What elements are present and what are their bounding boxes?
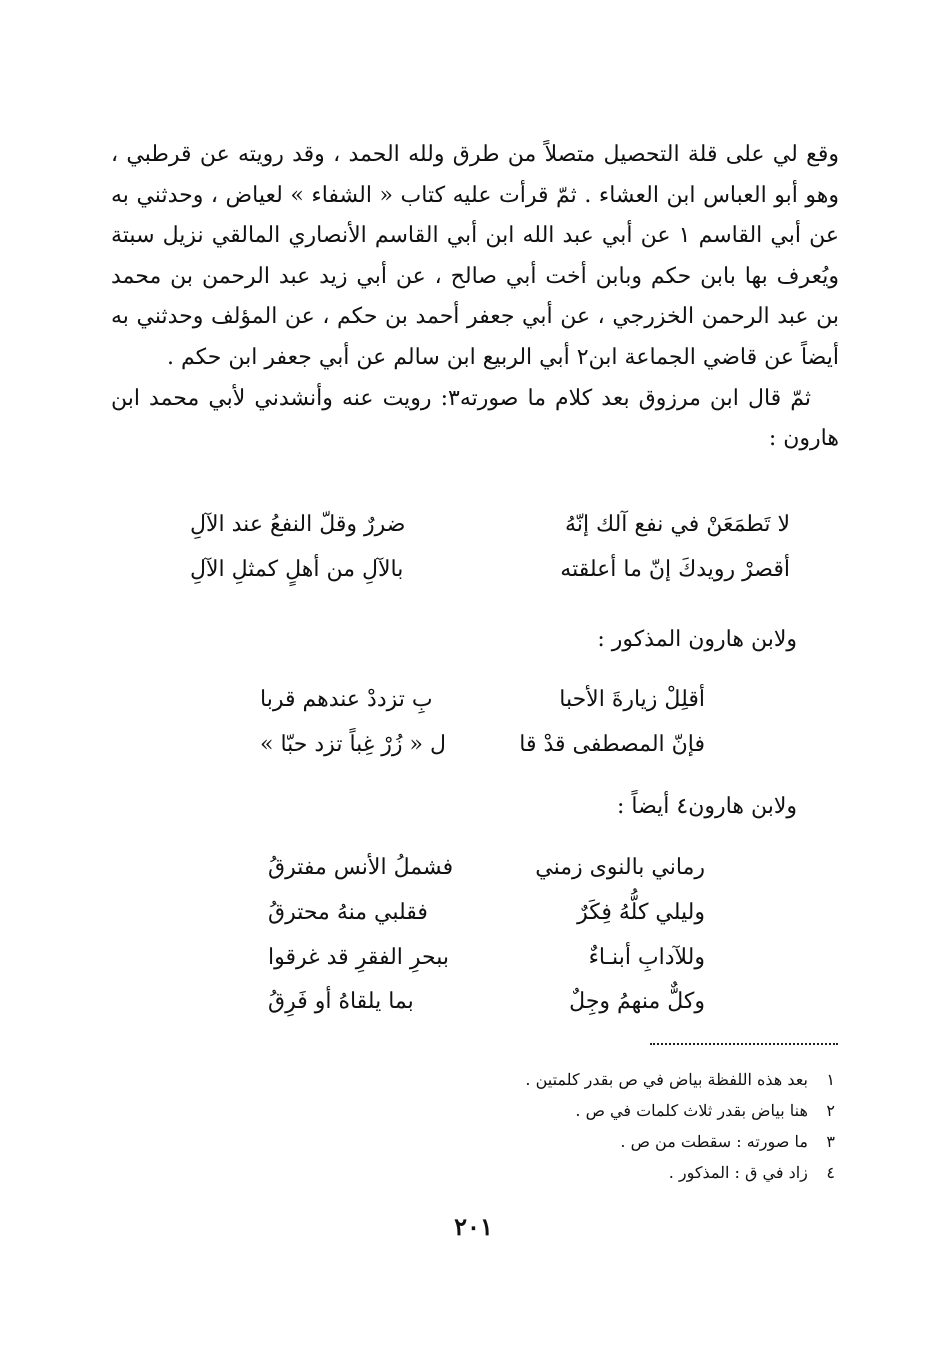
footnote-number: ١ — [826, 1070, 835, 1089]
verse-first-hemistich: وليلي كلُّهُ فِكَرٌ — [577, 900, 705, 925]
footnote-text: هنا بياض بقدر ثلاث كلمات في ص . — [575, 1101, 808, 1120]
body-text — [111, 135, 839, 460]
verse-second-hemistich: ل « زُرْ غِباً تزد حبّا » — [260, 732, 446, 757]
verse-first-hemistich: وكلٌّ منهمُ وجِلٌ — [569, 989, 705, 1014]
footnote-text: بعد هذه اللفظة بياض في ص بقدر كلمتين . — [525, 1070, 808, 1089]
verse-second-hemistich: بالآلِ من أهلٍ كمثلِ الآلِ — [190, 557, 404, 582]
footnote-number: ٢ — [826, 1101, 835, 1120]
verse-second-hemistich: ببحرِ الفقرِ قد غرقوا — [268, 945, 449, 970]
verse-first-hemistich: أقلِلْ زيارةَ الأحبا — [559, 687, 705, 712]
verse — [260, 730, 705, 760]
verse-second-hemistich: فقلبي منهُ محترقُ — [268, 900, 428, 925]
section-heading: ولابن هارون المذكور : — [597, 627, 797, 652]
verse-second-hemistich: بِ تزددْ عندهم قربا — [260, 687, 433, 712]
footnote-number: ٣ — [826, 1132, 835, 1151]
verse — [268, 943, 705, 973]
paragraph: وقع لي على قلة التحصيل متصلاً من طرق ولله الحمد ، وقد رويته عن قرطبي ، وهو أبو العباس ابن العشاء . ثمّ قرأت عليه كتاب « الشفاء » لعياض ، وحدثني به عن أبي القاسم ١ عن أبي عبد الله ابن أبي القاسم الأنصاري المالقي نزيل سبتة ويُعرف بها بابن حكم وبابن أخت أبي صالح ، عن أبي زيد عبد الرحمن بن محمد بن عبد الرحمن الخزرجي ، عن أبي جعفر أحمد بن حكم ، عن المؤلف وحدثني به أيضاً عن قاضي الجماعة ابن٢ أبي الربيع ابن سالم عن أبي جعفر ابن حكم . — [111, 142, 839, 370]
footnote-number: ٤ — [826, 1163, 835, 1182]
footnotes — [525, 1064, 835, 1188]
footnote-text: زاد في ق : المذكور . — [668, 1163, 808, 1182]
verse — [260, 685, 705, 715]
footnote — [525, 1157, 835, 1188]
verse-first-hemistich: وللآدابِ أبنـاءٌ — [588, 945, 705, 970]
footnote — [525, 1095, 835, 1126]
verse — [190, 555, 790, 585]
footnote-text: ما صورته : سقطت من ص . — [620, 1132, 808, 1151]
verse-first-hemistich: لا تَطمَعَنْ في نفع آلك إنّهُ — [565, 512, 790, 537]
section-heading: ولابن هارون٤ أيضاً : — [617, 794, 797, 819]
verse — [268, 898, 705, 928]
paragraph: ثمّ قال ابن مرزوق بعد كلام ما صورته٣: رويت عنه وأنشدني لأبي محمد ابن هارون : — [111, 385, 839, 452]
verse-first-hemistich: رماني بالنوى زمني — [535, 855, 705, 880]
verse-second-hemistich: بما يلقاهُ أو فَرِقُ — [268, 989, 414, 1014]
verse — [190, 510, 790, 540]
footnote-separator — [650, 1043, 838, 1045]
verse-second-hemistich: فشملُ الأنس مفترقُ — [268, 855, 454, 880]
footnote — [525, 1064, 835, 1095]
page-number: ٢٠١ — [454, 1212, 493, 1241]
verse — [268, 853, 705, 883]
verse — [268, 987, 705, 1017]
verse-first-hemistich: فإنّ المصطفى قدْ قا — [519, 732, 705, 757]
verse-second-hemistich: ضررٌ وقلّ النفعُ عند الآلِ — [190, 512, 406, 537]
verse-first-hemistich: أقصرْ رويدكَ إنّ ما أعلقته — [560, 557, 790, 582]
footnote — [525, 1126, 835, 1157]
